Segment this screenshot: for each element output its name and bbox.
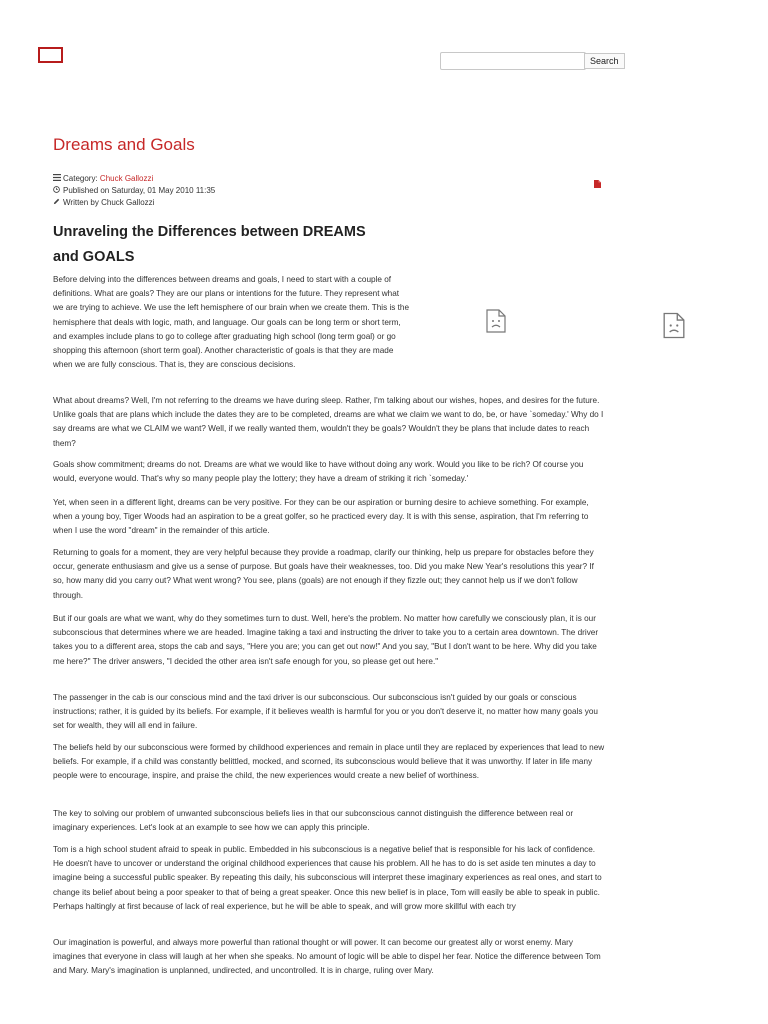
clock-icon [53,185,61,196]
author-name: Written by Chuck Gallozzi [63,198,155,207]
body-paragraph: The passenger in the cab is our conscious mind and the taxi driver is our subconscious. Our subconscious isn't guided by our goals or conscious instructions; rather, it is guided by its beliefs. For example, if it believes wealth is harmful for you or you don't deserve it, no matter how many goals you set for wealth, they will all end in failure. [53,693,598,731]
body-paragraph: The key to solving our problem of unwanted subconscious beliefs lies in that our subconscious cannot distinguish the difference between real or imaginary experiences. Let's look at an example to see how we can apply this principle. [53,809,574,833]
body-paragraph: Tom is a high school student afraid to speak in public. Embedded in his subconscious is a negative belief that is responsible for his lack of confidence. He doesn't have to uncover or understand the original childhood experiences that cause his problem. All he has to do is set aside ten minutes a day to imagine being a successful public speaker. By repeating this daily, his subconscious will interpret these imaginary experiences as real ones, and start to change its belief about being a poor speaker to that of being a great speaker. Once this new belief is in place, Tom will easily be able to speak in public. Perhaps haltingly at first because of lack of real experience, but he will be able to speak, and will grow more skillful with each try [53,845,602,911]
body-paragraph: The beliefs held by our subconscious were formed by childhood experiences and remain in place until they are replaced by experiences that lead to new beliefs. For example, if a child was constantly belittled, mocked, and scorned, its subconscious would believe that it was unworthy. If later in life many people were to encourage, inspire, and praise the child, the new experiences would create a new belief of worthiness. [53,743,605,781]
broken-image-icon [662,312,686,339]
body-paragraph: What about dreams? Well, I'm not referring to the dreams we have during sleep. Rather, I'm talking about our wishes, hopes, and desires for the future. Unlike goals that are plans which include the dates they are to be completed, dreams are what we claim we want to do, be, or have `someday.' Why do I say dreams are what we CLAIM we want? Well, if we really wanted them, wouldn't they be goals? Wouldn't they be plans that include dates to reach them? [53,396,604,448]
meta-published [53,185,215,196]
page-title: Dreams and Goals [53,135,195,154]
intro-paragraph: Before delving into the differences between dreams and goals, I need to start with a couple of definitions. What are goals? They are our plans or intentions for the future. They represent what we are trying to achieve. We use the left hemisphere of our brain when we create them. This is the hemisphere that deals with logic, math, and language. Our goals can be long term or short term, and examples include plans to go to college after graduating high school (long term goal) or go shopping this afternoon (short term goal). Another characteristic of goals is that they are made when we are fully conscious. That is, they are conscious decisions. [53,275,410,370]
body-paragraph: Returning to goals for a moment, they are very helpful because they provide a roadmap, clarify our thinking, help us prepare for obstacles before they occur, generate enthusiasm and give us a sense of purpose. But goals have their weaknesses, too. Did you make New Year's resolutions this year? If so, how many did you carry out? What went wrong? You see, plans (goals) are not enough if they fizzle out; they cannot help us if we don't follow through. [53,548,594,600]
published-date: Published on Saturday, 01 May 2010 11:35 [63,186,216,195]
list-icon [53,173,61,184]
category-link[interactable]: Chuck Gallozzi [99,174,154,183]
pencil-icon [53,197,61,208]
body-paragraph: Goals show commitment; dreams do not. Dreams are what we would like to have without doing any work. Would you like to be rich? Of course you would, everyone would. That's why so many people play the lottery; they have a dream of striking it rich `someday.' [53,460,584,484]
meta-author [53,197,154,208]
body-paragraph: Our imagination is powerful, and always more powerful than rational thought or will power. It can become our greatest ally or worst enemy. Mary imagines that everyone in class will laugh at her when she speaks. No amount of logic will be able to dispel her fear. Notice the difference between Tom and Mary. Mary's imagination is unplanned, undirected, and uncontrolled. It is in charge, ruling over Mary. [53,938,601,976]
meta-category-label: Category: [63,174,98,183]
pdf-icon[interactable] [594,175,601,183]
meta-category [53,173,153,184]
site-logo[interactable] [38,47,63,63]
body-paragraph: Yet, when seen in a different light, dreams can be very positive. For they can be our aspiration or burning desire to achieve something. For example, when a young boy, Tiger Woods had an aspiration to be a great golfer, so he practiced every day. It is with this sense, aspiration, that I'm referring to when I use the word "dream" in the remainder of this article. [53,498,589,536]
article-heading: Unraveling the Differences between DREAMS and GOALS [53,224,366,265]
broken-image-icon [485,309,507,333]
search-input[interactable] [440,52,586,70]
search-button[interactable]: Search [584,53,625,69]
body-paragraph: But if our goals are what we want, why do they sometimes turn to dust. Well, here's the problem. No matter how carefully we consciously plan, it is our subconscious that determines where we are headed. Imagine taking a taxi and instructing the driver to take you to a certain area downtown. The driver takes you to a different area, stops the cab and says, "Here you are; you can get out now!" And you say, "But I don't want to be here. Why did you take me here?" The driver answers, "I decided the other area isn't safe enough for you, so please get out here." [53,614,599,666]
